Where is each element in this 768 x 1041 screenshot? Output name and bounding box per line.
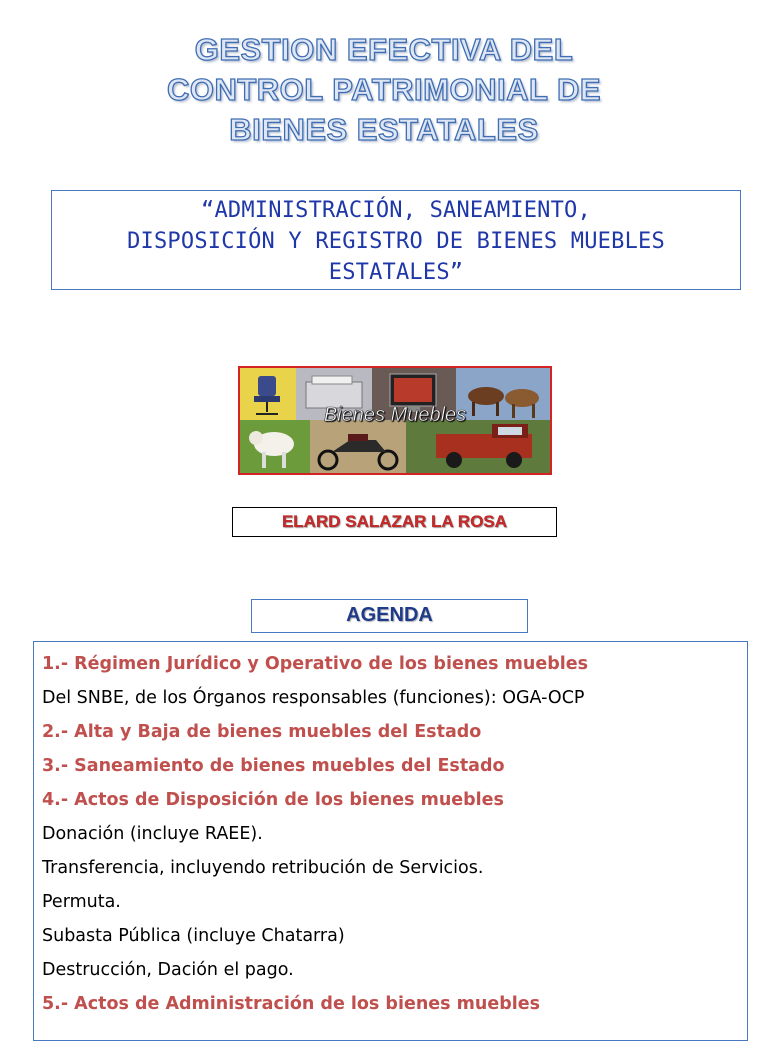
title-line-3: BIENES ESTATALES	[229, 112, 539, 147]
agenda-item: 2.- Alta y Baja de bienes muebles del Estado	[42, 722, 482, 742]
subtitle-line-1: “ADMINISTRACIÓN, SANEAMIENTO,	[201, 198, 591, 223]
agenda-heading: AGENDA	[251, 599, 528, 633]
agenda-item: 4.- Actos de Disposición de los bienes muebles	[42, 790, 504, 810]
agenda-item: Destrucción, Dación el pago.	[42, 960, 294, 980]
bienes-muebles-collage	[238, 366, 552, 475]
author-name: ELARD SALAZAR LA ROSA	[232, 507, 557, 537]
subtitle-line-2: DISPOSICIÓN Y REGISTRO DE BIENES MUEBLES	[127, 229, 665, 254]
collage-caption: Bienes Muebles	[323, 404, 467, 426]
title-line-2: CONTROL PATRIMONIAL DE	[166, 72, 602, 107]
agenda-list	[33, 641, 748, 1041]
agenda-item: Transferencia, incluyendo retribución de Servicios.	[42, 858, 484, 878]
agenda-item: 5.- Actos de Administración de los bienes muebles	[42, 994, 541, 1014]
agenda-item: Subasta Pública (incluye Chatarra)	[42, 926, 345, 946]
agenda-item: Donación (incluye RAEE).	[42, 824, 263, 844]
subtitle-box	[51, 190, 741, 290]
agenda-item: 1.- Régimen Jurídico y Operativo de los bienes muebles	[42, 654, 589, 674]
subtitle-line-3: ESTATALES”	[328, 260, 464, 285]
agenda-item: Permuta.	[42, 892, 121, 912]
title-line-1: GESTION EFECTIVA DEL	[194, 32, 574, 67]
agenda-item: 3.- Saneamiento de bienes muebles del Estado	[42, 756, 505, 776]
agenda-item: Del SNBE, de los Órganos responsables (funciones): OGA-OCP	[42, 688, 585, 708]
